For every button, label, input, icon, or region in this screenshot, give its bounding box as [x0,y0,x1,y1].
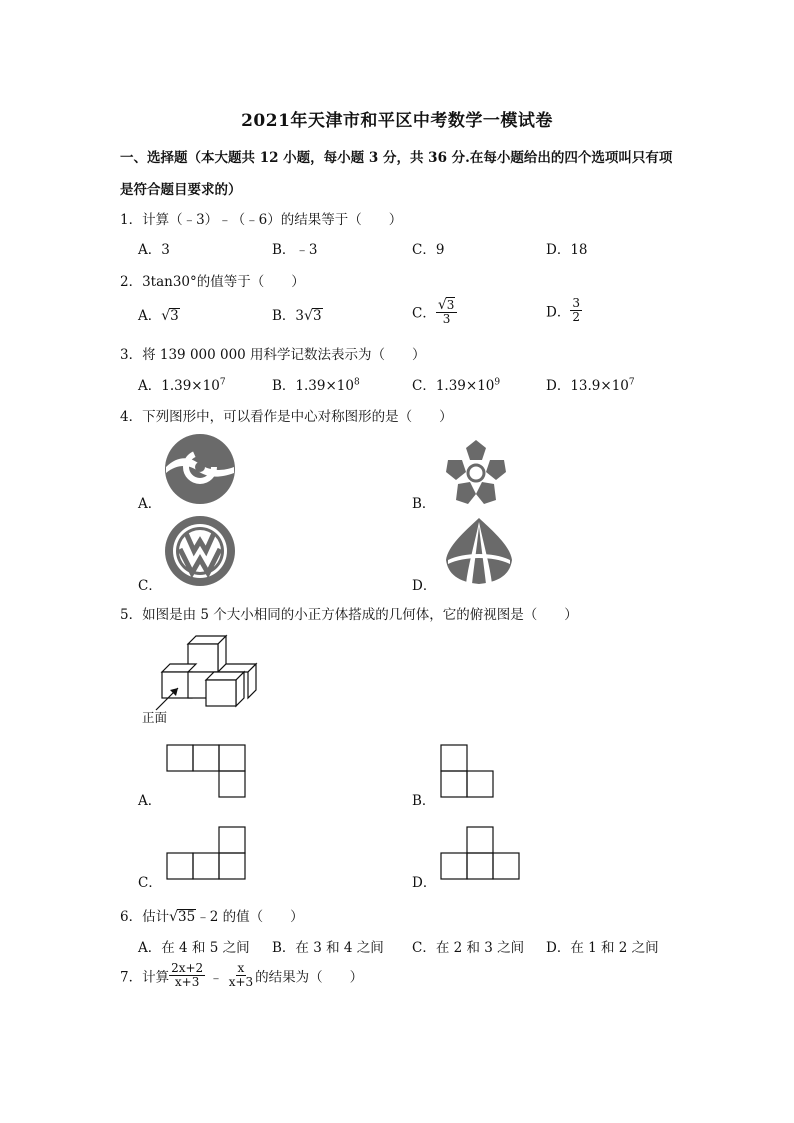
question-2-stem: 2．3tan30°的值等于（ ） [120,274,305,290]
question-5-stem: 5．如图是由 5 个大小相同的小正方体搭成的几何体，它的俯视图是（ ） [120,607,578,623]
question-3-option-c [412,374,500,394]
question-6-option-d: D．在 1 和 2 之间 [546,940,659,956]
question-6-option-b: B．在 3 和 4 之间 [272,940,384,956]
option-label: D． [546,304,571,321]
fraction [570,297,582,324]
denominator: x+3 [228,975,254,989]
road-diamond-figure [444,516,514,586]
question-1-option-c: C．9 [412,242,445,258]
fraction-2 [227,962,255,989]
base: B．1.39×10 [272,378,354,394]
question-4-option-b-label: B． [412,496,436,512]
option-label: B．3 [272,308,305,324]
question-2-option-a [138,304,180,324]
question-5-option-a-label: A． [138,793,162,809]
base: A．1.39×10 [138,378,220,394]
radicand: 35 [178,909,196,925]
question-4-option-a-label: A． [138,496,162,512]
top-view-option-d [440,826,522,882]
question-3-option-a [138,374,226,394]
fraction [436,297,458,326]
exponent: 7 [219,377,226,388]
question-6-stem [120,905,304,925]
radical-sign: √ [161,308,171,324]
question-4-option-c-label: C． [138,578,162,594]
question-2-option-d [546,297,582,324]
question-6-option-c: C．在 2 和 3 之间 [412,940,525,956]
exponent: 8 [353,377,360,388]
numerator: 2x+2 [171,961,204,975]
denominator: 3 [442,312,451,326]
question-5-option-d-label: D． [412,875,437,891]
pentagon-flower-figure [440,438,512,506]
question-4-stem: 4．下列图形中，可以看作是中心对称图形的是（ ） [120,409,453,425]
question-1-option-d: D．18 [546,242,588,258]
question-7-stem [120,962,363,989]
question-5-option-b-label: B． [412,793,436,809]
question-4-option-d-label: D． [412,578,437,594]
base: C．1.39×10 [412,378,495,394]
stem-suffix: ﹣2 的值（ ） [196,909,304,925]
radical-sign: √ [304,308,313,324]
vw-circle-figure [164,515,236,587]
top-view-option-a [166,744,248,800]
question-1-stem: 1．计算（﹣3）﹣（﹣6）的结果等于（ ） [120,212,403,228]
radicand: 3 [170,308,179,324]
section-header-line2: 是符合题目要求的） [120,182,242,198]
denominator: 2 [572,310,580,324]
question-1-option-a: A．3 [138,242,170,258]
base: D．13.9×10 [546,378,629,394]
front-view-label: 正面 [142,710,168,725]
question-2-option-c [412,297,457,326]
question-2-option-b [272,304,323,324]
question-3-option-b [272,374,360,394]
radicand: 3 [446,298,455,312]
question-3-option-d [546,374,635,394]
question-5-option-c-label: C． [138,875,162,891]
radical-sign: √ [169,909,179,925]
section-header-line1: 一、选择题（本大题共 12 小题，每小题 3 分，共 36 分.在每小题给出的四个选项叫只有项 [120,150,673,166]
option-label: A． [138,308,162,324]
minus-sign: ﹣ [209,969,223,986]
radical-sign: √ [437,297,447,313]
denominator: x+3 [174,975,200,989]
fraction-1 [169,962,205,989]
option-label: C． [412,305,436,322]
question-6-option-a: A．在 4 和 5 之间 [138,940,250,956]
stem-prefix: 6．估计 [120,909,170,925]
stem-suffix: 的结果为（ ） [255,969,364,986]
question-3-stem: 3．将 139 000 000 用科学记数法表示为（ ） [120,347,426,363]
page-title: 2021年天津市和平区中考数学一模试卷 [241,111,553,131]
question-1-option-b: B．﹣3 [272,242,318,258]
top-view-option-b [440,744,496,800]
numerator: x [237,961,245,975]
yin-yang-swirl-figure [164,433,236,505]
exponent: 7 [628,377,635,388]
exponent: 9 [494,377,501,388]
stem-prefix: 7．计算 [120,969,170,986]
radicand: 3 [312,308,322,324]
top-view-option-c [166,826,248,882]
numerator: 3 [572,296,580,310]
